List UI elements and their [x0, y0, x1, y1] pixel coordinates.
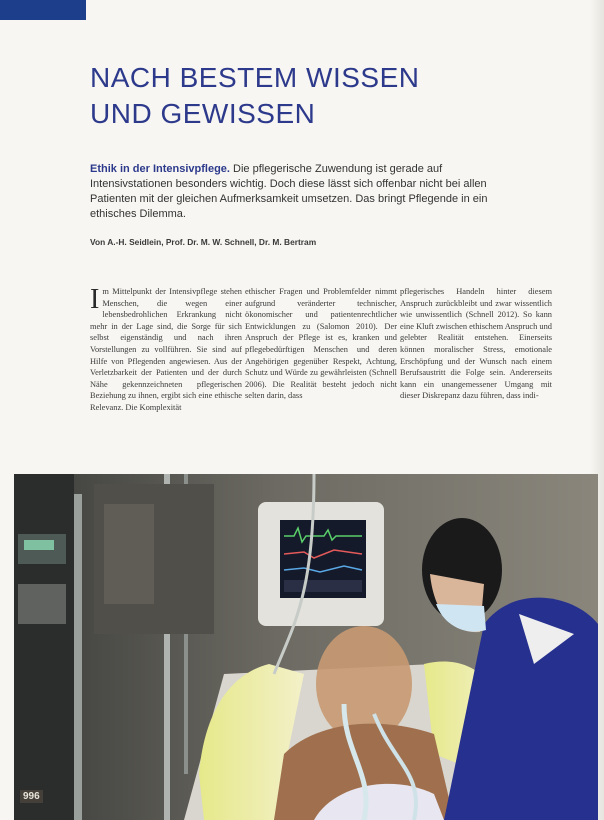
section-tab-marker — [0, 0, 86, 20]
title-line-1: NACH BESTEM WISSEN — [90, 62, 420, 93]
article-title — [90, 60, 419, 132]
body-column-1 — [90, 286, 242, 446]
lead-kicker: Ethik in der Intensivpflege. — [90, 163, 230, 175]
drop-cap: I — [90, 286, 100, 315]
byline: Von A.-H. Seidlein, Prof. Dr. M. W. Schnell, Dr. M. Bertram — [90, 237, 317, 247]
title-line-2: UND GEWISSEN — [90, 98, 316, 129]
icu-scene-illustration — [14, 474, 598, 820]
body-column-2: ethischer Fragen und Problemfelder nimmt aufgrund veränderter technischer, ökonomischer und patientenrechtlicher Entwicklungen zu (Salomon 2010). Der Anspruch der Pflege ist es, kranken und pflegebedürftigen Menschen und deren Angehörigen gegenüber Respekt, Achtung, Schutz und Würde zu gewährleisten (Schnell 2006). Die Realität besteht jedoch nicht selten darin, dass — [245, 287, 397, 401]
body-column-1-text: m Mittelpunkt der Intensivpflege stehen Menschen, die wegen einer lebensbedrohlichen Erkrankung nicht mehr in der Lage sind, die Sorge für sich selbst eigenständig und nach ihren Vorstellungen zu vollführen. Sie sind auf Hilfe von Pflegenden angewiesen. Aus der Verletzbarkeit der Patienten und der durch Nähe gekennzeichneten pflegerischen Beziehung zu ihnen, ergibt sich eine ethische Relevanz. Die Komplexität — [90, 287, 242, 412]
article-photo — [14, 474, 598, 820]
body-column-3: pflegerisches Handeln hinter diesem Anspruch zurückbleibt und zwar wissentlich wie unwissentlich (Schnell 2012). So kann eine Kluft zwischen ethischem Anspruch und gelebter Realität entstehen. Einerseits können moralischer Stress, emotionale Erschöpfung und der Wunsch nach einem Berufsaustritt die Folge sein. Andererseits kann ein unangemessener Umgang mit dieser Diskrepanz dazu führen, dass indi- — [400, 287, 552, 401]
iv-pole — [74, 494, 82, 820]
article-lead — [90, 162, 510, 222]
equipment-rack — [14, 474, 74, 820]
lead-text: Die pflegerische Zuwendung ist gerade auf Intensivstationen besonders wichtig. Doch diese lässt sich offenbar nicht bei allen Patienten mit der gleichen Aufmerksamkeit umsetzen. Das bringt Pflegende in ein ethisches Dilemma. — [90, 163, 488, 220]
page-number: 996 — [20, 790, 43, 803]
